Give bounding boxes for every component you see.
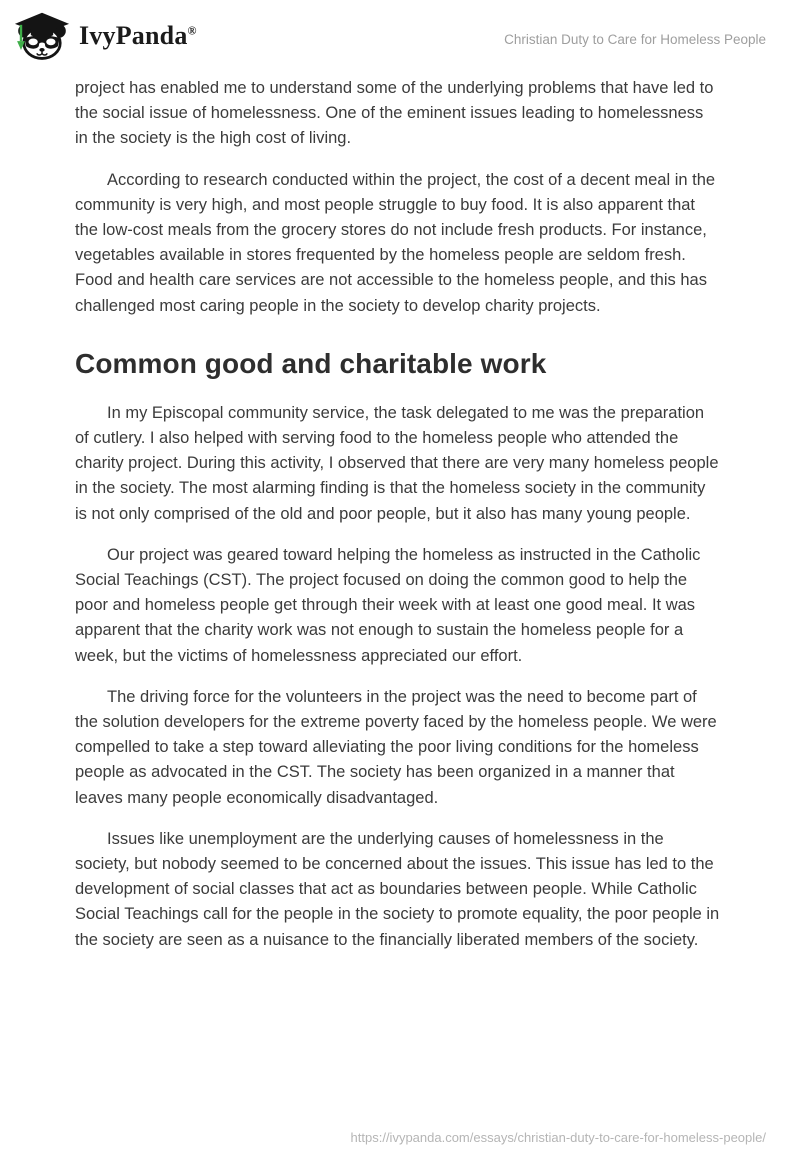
paragraph: The driving force for the volunteers in the project was the need to become part of the solution developers for the extreme poverty faced by the homeless people. We were compelled to take a step toward alleviating the poor living conditions for the homeless people as advocated in the CST. The society has been organized in a manner that leaves many people economically disadvantaged. xyxy=(75,687,717,807)
ivypanda-logo[interactable] xyxy=(14,12,197,61)
paragraph: Our project was geared toward helping the homeless as instructed in the Catholic Social Teachings (CST). The project focused on doing the common good to help the poor and homeless people get through their week with at least one good meal. It was apparent that the charity work was not enough to sustain the homeless people for a week, but the victims of homelessness appreciated our effort. xyxy=(75,545,701,665)
essay-content xyxy=(0,76,800,953)
paragraph: According to research conducted within the project, the cost of a decent meal in the community is very high, and most people struggle to buy food. It is also apparent that the low-cost meals from the grocery stores do not include fresh products. For instance, vegetables available in stores frequented by the homeless people are seldom fresh. Food and health care services are not accessible to the homeless people, and this has challenged most caring people in the society to develop charity projects. xyxy=(75,170,716,315)
logo-wordmark: IvyPanda xyxy=(79,21,188,50)
page-footer xyxy=(351,1129,766,1147)
paragraph: project has enabled me to understand some of the underlying problems that have led to the social issue of homelessness. One of the eminent issues leading to homelessness in the society is the high cost of living. xyxy=(75,79,714,148)
registered-trademark-symbol: ® xyxy=(187,23,197,38)
section-heading: Common good and charitable work xyxy=(75,347,547,379)
paragraph: Issues like unemployment are the underlying causes of homelessness in the society, but nobody seemed to be concerned about the issues. This issue has led to the development of social classes that act as boundaries between people. While Catholic Social Teachings call for the people in the society to promote equality, the poor people in the society are seen as a nuisance to the financially liberated members of the society. xyxy=(75,829,720,949)
page-header xyxy=(0,0,800,64)
document-title: Christian Duty to Care for Homeless People xyxy=(504,31,766,47)
logo-text xyxy=(79,23,197,49)
paragraph: In my Episcopal community service, the task delegated to me was the preparation of cutlery. I also helped with serving food to the homeless people who attended the charity project. During this activity, I observed that there are very many homeless people in the society. The most alarming finding is that the homeless society in the community is not only comprised of the old and poor people, but it also has many young people. xyxy=(75,403,719,523)
source-url-link[interactable]: https://ivypanda.com/essays/christian-duty-to-care-for-homeless-people/ xyxy=(350,1130,766,1145)
panda-graduation-cap-icon xyxy=(14,12,70,61)
